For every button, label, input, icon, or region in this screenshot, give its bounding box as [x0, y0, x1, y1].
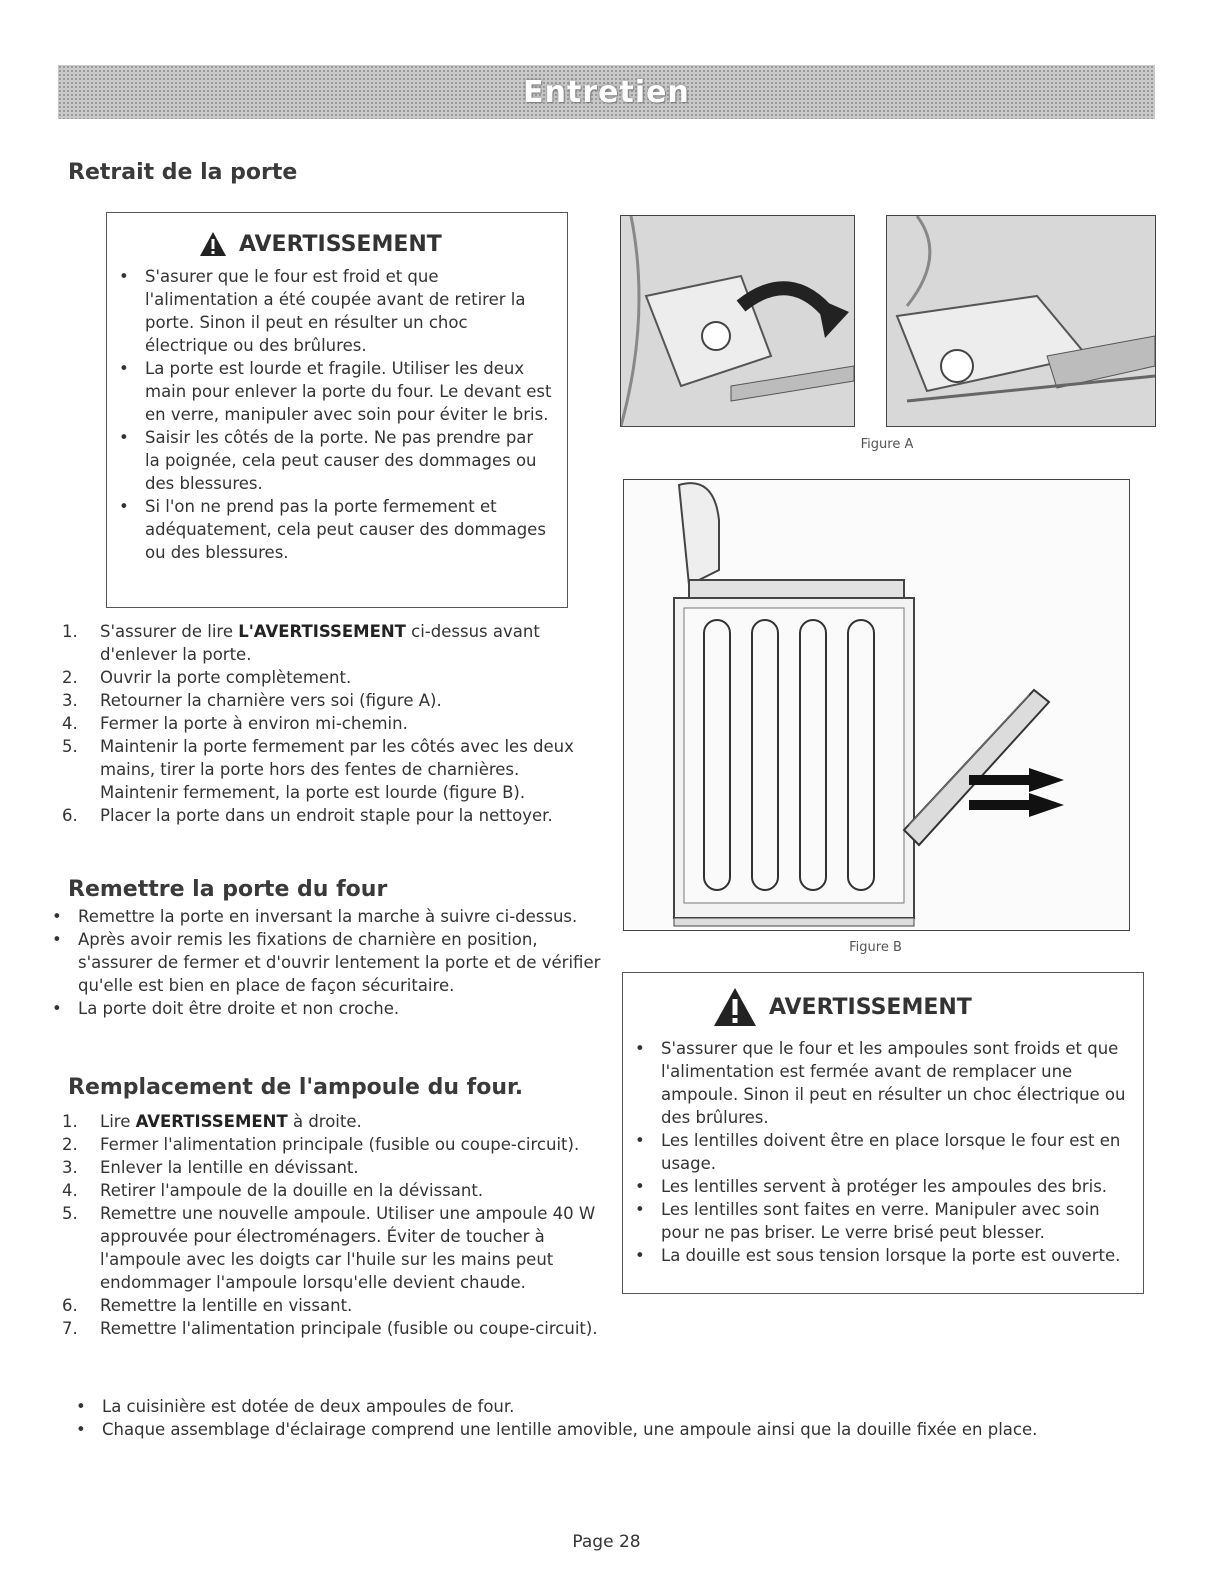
step-number: 4.: [62, 714, 78, 733]
step-number: 7.: [62, 1319, 78, 1338]
figure-a-caption: Figure A: [860, 437, 914, 452]
step-number: 1.: [62, 622, 78, 641]
bulb-warning-item: • La douille est sous tension lorsque la porte est ouverte.: [623, 1244, 1131, 1267]
door-step: [62, 620, 602, 666]
bulb-step: [62, 1110, 617, 1133]
door-step: [62, 666, 602, 689]
step-text: ci-dessus avant d'enlever la porte.: [100, 622, 540, 664]
step-number: 3.: [62, 691, 78, 710]
door-warning-item: • S'asurer que le four est froid et que l'alimentation a été coupée avant de retirer la porte. Sinon il peut en résulter un choc électrique ou des brûlures.: [107, 265, 553, 357]
step-text: Lire: [100, 1112, 136, 1131]
bulb-warning-item: • Les lentilles sont faites en verre. Manipuler avec soin pour ne pas briser. Le verre brisé peut blesser.: [623, 1198, 1131, 1244]
step-text: Placer la porte dans un endroit staple pour la nettoyer.: [100, 806, 553, 825]
step-text: Remettre une nouvelle ampoule. Utiliser une ampoule 40 W approuvée pour électroménagers. Éviter de toucher à l'ampoule avec les doigts car l'huile sur les mains peut endommager l'ampoule lorsqu'elle devient chaude.: [100, 1204, 596, 1292]
figure-b-image: [623, 479, 1130, 931]
door-warning-list: [107, 265, 553, 564]
door-step: [62, 804, 602, 827]
step-number: 2.: [62, 1135, 78, 1154]
figure-a-right-image: [886, 215, 1156, 427]
bulb-warning-list: [623, 1037, 1131, 1267]
step-bold: L'AVERTISSEMENT: [238, 622, 406, 641]
step-text: Fermer la porte à environ mi-chemin.: [100, 714, 408, 733]
step-number: 3.: [62, 1158, 78, 1177]
door-removal-steps: [62, 620, 602, 827]
step-text: Enlever la lentille en dévissant.: [100, 1158, 359, 1177]
door-replace-item: • Remettre la porte en inversant la marche à suivre ci-dessus.: [40, 905, 610, 928]
door-replace-list: [40, 905, 610, 1020]
step-text: Retourner la charnière vers soi (figure A).: [100, 691, 442, 710]
header-title: Entretien: [523, 74, 690, 110]
door-warning-title: AVERTISSEMENT: [239, 231, 442, 257]
step-text: à droite.: [287, 1112, 362, 1131]
warning-icon: [713, 987, 757, 1027]
door-removal-title: Retrait de la porte: [68, 160, 298, 185]
hinge-illustration: [621, 216, 854, 426]
step-number: 4.: [62, 1181, 78, 1200]
step-number: 2.: [62, 668, 78, 687]
bulb-steps: [62, 1110, 617, 1340]
bulb-step: [62, 1317, 617, 1340]
figure-b-caption: Figure B: [849, 940, 902, 955]
door-warning-item: • Saisir les côtés de la porte. Ne pas prendre par la poignée, cela peut causer des dommages ou des blessures.: [107, 426, 553, 495]
step-text: Remettre l'alimentation principale (fusible ou coupe-circuit).: [100, 1319, 598, 1338]
bulb-warning-title: AVERTISSEMENT: [769, 994, 972, 1020]
door-warning-box: [106, 212, 568, 608]
door-replace-item: • La porte doit être droite et non croche.: [40, 997, 610, 1020]
door-step: [62, 735, 602, 804]
bulb-step: [62, 1202, 617, 1294]
bulb-title: Remplacement de l'ampoule du four.: [68, 1075, 524, 1100]
step-number: 1.: [62, 1112, 78, 1131]
page-number: Page 28: [572, 1532, 641, 1552]
step-text: Retirer l'ampoule de la douille en la dévissant.: [100, 1181, 484, 1200]
step-number: 6.: [62, 806, 78, 825]
bulb-warning-item: • Les lentilles doivent être en place lorsque le four est en usage.: [623, 1129, 1131, 1175]
step-text: Fermer l'alimentation principale (fusible ou coupe-circuit).: [100, 1135, 580, 1154]
bottom-notes: [64, 1395, 1164, 1441]
door-warning-item: • La porte est lourde et fragile. Utiliser les deux main pour enlever la porte du four. Le devant est en verre, manipuler avec soin pour éviter le bris.: [107, 357, 553, 426]
warning-icon: [199, 231, 227, 257]
step-number: 5.: [62, 1204, 78, 1223]
door-replace-item: • Après avoir remis les fixations de charnière en position, s'assurer de fermer et d'ouvrir lentement la porte et de vérifier qu'elle est bien en place de façon sécuritaire.: [40, 928, 610, 997]
figure-a-left-image: [620, 215, 855, 427]
bulb-warning-item: • S'assurer que le four et les ampoules sont froids et que l'alimentation est fermée avant de remplacer une ampoule. Sinon il peut en résulter un choc électrique ou des brûlures.: [623, 1037, 1131, 1129]
bulb-warning-box: [622, 972, 1144, 1294]
step-text: S'assurer de lire: [100, 622, 239, 641]
step-text: Maintenir la porte fermement par les côtés avec les deux mains, tirer la porte hors des fentes de charnières. Maintenir fermement, la porte est lourde (figure B).: [100, 737, 574, 802]
step-text: Ouvrir la porte complètement.: [100, 668, 352, 687]
header-banner: [58, 65, 1155, 119]
note-item: • Chaque assemblage d'éclairage comprend une lentille amovible, une ampoule ainsi que la douille fixée en place.: [64, 1418, 1164, 1441]
bulb-step: [62, 1156, 617, 1179]
bulb-warning-item: • Les lentilles servent à protéger les ampoules des bris.: [623, 1175, 1131, 1198]
door-step: [62, 712, 602, 735]
step-number: 6.: [62, 1296, 78, 1315]
step-text: Remettre la lentille en vissant.: [100, 1296, 353, 1315]
door-warning-item: • Si l'on ne prend pas la porte fermement et adéquatement, cela peut causer des dommages ou des blessures.: [107, 495, 553, 564]
bulb-step: [62, 1179, 617, 1202]
note-item: • La cuisinière est dotée de deux ampoules de four.: [64, 1395, 1164, 1418]
oven-illustration: [624, 480, 1129, 930]
hinge-illustration: [887, 216, 1155, 426]
door-step: [62, 689, 602, 712]
step-number: 5.: [62, 737, 78, 756]
step-bold: AVERTISSEMENT: [135, 1112, 288, 1131]
door-replace-title: Remettre la porte du four: [68, 877, 388, 902]
bulb-step: [62, 1133, 617, 1156]
bulb-step: [62, 1294, 617, 1317]
